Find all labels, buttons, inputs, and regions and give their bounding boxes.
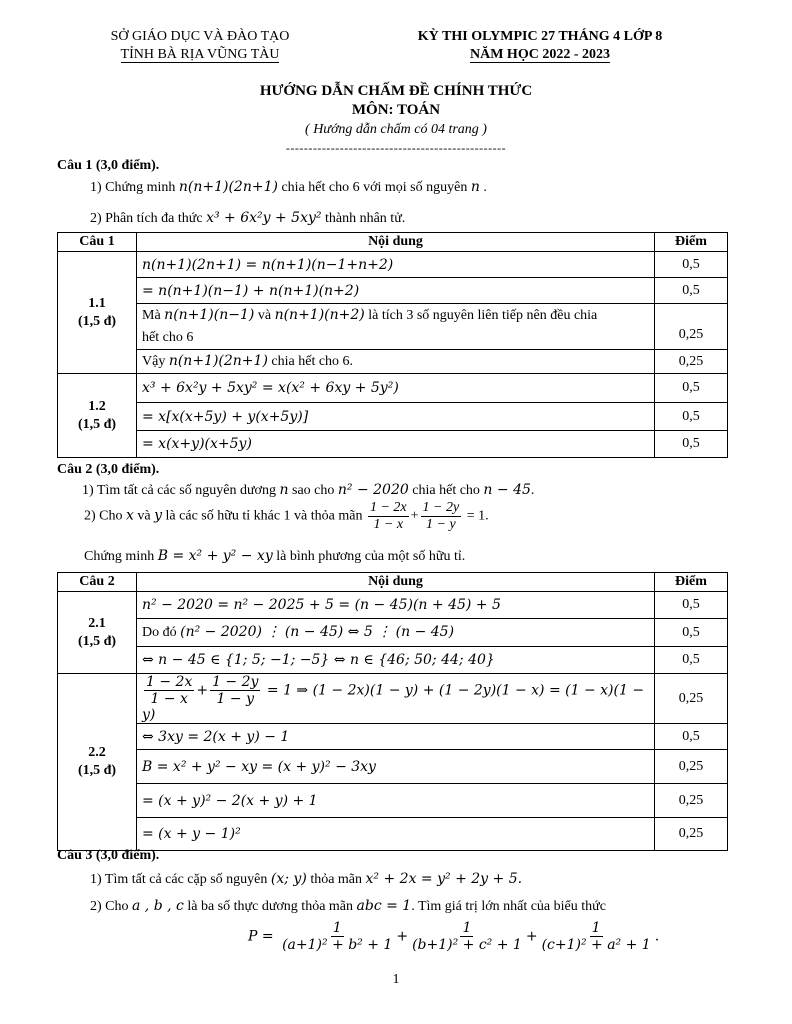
row-score: 0,25 — [655, 818, 728, 851]
table-row — [58, 750, 728, 784]
group-label-number: 1.2 — [88, 398, 106, 414]
row-expr: n(n+1)(2n+1) — [168, 353, 268, 369]
row-score: 0,25 — [655, 750, 728, 784]
frac-num: 1 — [591, 920, 601, 936]
q3-part1-text: 1) Tìm tất cả các cặp số nguyên — [90, 872, 268, 887]
q2-part1-text: 1) Tìm tất cả các số nguyên dương — [82, 483, 276, 498]
frac-den: 1 − y — [426, 517, 456, 532]
group-label-points: (1,5 đ) — [77, 313, 117, 329]
row-score: 0,5 — [655, 592, 728, 619]
row-frac2 — [210, 674, 260, 707]
row-score: 0,5 — [655, 619, 728, 647]
row-content: = (x + y)² − 2(x + y) + 1 — [137, 784, 655, 818]
q2-part3-tail: là bình phương của một số hữu tỉ. — [276, 549, 466, 564]
row-content: = (x + y − 1)² — [137, 818, 655, 851]
q2-part1-end: . — [530, 483, 535, 498]
row-score: 0,25 — [655, 674, 728, 724]
q3-part1-expr1: (x; y) — [270, 871, 307, 887]
q2-part1-mid2: chia hết cho — [412, 483, 480, 498]
row-expr: n(n+1)(n−1) — [164, 307, 255, 323]
row-content: n² − 2020 = n² − 2025 + 5 = (n − 45)(n + 45) + 5 — [137, 592, 655, 619]
frac-den: 1 − y — [216, 691, 254, 707]
frac-num: 1 — [332, 920, 342, 936]
q3-part2-cond: abc = 1 — [356, 898, 412, 914]
table-row — [58, 374, 728, 403]
table-row — [58, 403, 728, 431]
frac-den: 1 − x — [373, 517, 404, 532]
q3-part2-vars: a , b , c — [132, 898, 184, 914]
table-row — [58, 252, 728, 278]
p-plus: + — [525, 928, 538, 945]
q2-part2-text: 2) Cho — [84, 508, 123, 524]
table-row — [58, 278, 728, 304]
frac-num: 1 − 2y — [212, 674, 259, 690]
row-score: 0,5 — [655, 374, 728, 403]
group-label-points: (1,5 đ) — [77, 763, 117, 778]
table-row — [58, 818, 728, 851]
q3-part2-text: 2) Cho — [90, 899, 129, 914]
q3-part1 — [90, 871, 522, 888]
q2-part3-expr: B = x² + y² − xy — [157, 548, 273, 564]
table-row — [58, 619, 728, 647]
row-expr: = 1 ⇒ (1 − 2x)(1 − y) + (1 − 2y)(1 − x) = (1 − x)(1 − y) — [142, 682, 645, 723]
q2-part2-x: x — [126, 507, 134, 524]
header-score: Điểm — [655, 233, 728, 252]
q3-part2-tail: . Tìm giá trị lớn nhất của biểu thức — [411, 899, 606, 914]
p-frac3 — [540, 920, 653, 953]
q1-part2-expr: x³ + 6x²y + 5xy² — [206, 210, 322, 226]
q2-part2-mid: là các số hữu tỉ khác 1 và thỏa mãn — [165, 508, 363, 524]
header-left — [70, 28, 330, 64]
row-content — [137, 674, 655, 724]
q1-part2-text: 2) Phân tích đa thức — [90, 211, 203, 226]
row-text: là tích 3 số nguyên liên tiếp nên đều chia — [368, 308, 598, 323]
row-score: 0,5 — [655, 403, 728, 431]
row-score: 0,25 — [655, 350, 728, 374]
q2-part2-frac2 — [421, 500, 462, 533]
group-label-1-1 — [58, 252, 137, 374]
frac-den: (a+1)² + b² + 1 — [282, 937, 393, 953]
row-content: = n(n+1)(n−1) + n(n+1)(n+2) — [137, 278, 655, 304]
q3-part2 — [90, 898, 606, 915]
q2-part2-plus: + — [410, 508, 419, 524]
row-content: ⇔ 3xy = 2(x + y) − 1 — [137, 724, 655, 750]
row-score: 0,5 — [655, 431, 728, 458]
group-label-number: 2.2 — [88, 745, 106, 760]
q2-part2-eq: = 1. — [466, 508, 489, 524]
p-plus: + — [396, 928, 409, 945]
table-row — [58, 592, 728, 619]
frac-den: 1 − x — [150, 691, 188, 707]
page-number: 1 — [392, 972, 400, 987]
frac-num: 1 − 2x — [146, 674, 193, 690]
q2-part1-expr1: n² − 2020 — [337, 482, 409, 498]
row-content: = x[x(x+5y) + y(x+5y)] — [137, 403, 655, 431]
province-name: TỈNH BÀ RỊA VŨNG TÀU — [120, 47, 280, 62]
row-expr: (n² − 2020) ⋮ (n − 45) ⇔ 5 ⋮ (n − 45) — [180, 624, 455, 640]
q1-part2-tail: thành nhân tử. — [324, 211, 406, 226]
q1-part1-expr: n(n+1)(2n+1) — [178, 179, 278, 195]
table-row — [58, 647, 728, 674]
q1-grading-table — [57, 232, 728, 458]
q2-part1-mid: sao cho — [292, 483, 335, 498]
row-text: Mà — [142, 308, 161, 323]
table-row — [58, 350, 728, 374]
row-score: 0,25 — [655, 304, 728, 350]
group-label-number: 1.1 — [88, 295, 106, 311]
header-right — [380, 28, 700, 64]
q2-part2-y: y — [154, 507, 163, 524]
document-title — [0, 82, 792, 158]
department-name: SỞ GIÁO DỤC VÀ ĐÀO TẠO — [110, 29, 290, 44]
p-end: . — [654, 928, 660, 945]
q1-part1-text: 1) Chứng minh — [90, 180, 176, 195]
group-label-2-2 — [58, 674, 137, 851]
q3-part2-mid: là ba số thực dương thỏa mãn — [187, 899, 354, 914]
q2-part2 — [84, 500, 489, 533]
q3-heading: Câu 3 (3,0 điểm). — [57, 848, 160, 863]
title-main: HƯỚNG DẪN CHẤM ĐỀ CHÍNH THỨC — [259, 83, 533, 99]
q1-part2 — [90, 210, 405, 227]
group-label-points: (1,5 đ) — [77, 633, 117, 649]
table-header-row — [58, 233, 728, 252]
row-content: n(n+1)(2n+1) = n(n+1)(n−1+n+2) — [137, 252, 655, 278]
table-row — [58, 674, 728, 724]
row-text: chia hết cho 6. — [271, 354, 354, 369]
q1-part1-var: n — [470, 179, 480, 195]
group-label-2-1 — [58, 592, 137, 674]
p-frac1 — [280, 920, 394, 953]
q2-part3-text: Chứng minh — [84, 549, 155, 564]
q1-part1-tail: chia hết cho 6 với mọi số nguyên — [281, 180, 468, 195]
q2-part1-var: n — [279, 482, 289, 498]
header-score: Điểm — [655, 573, 728, 592]
title-divider: ------------------------------------------------- — [285, 141, 507, 155]
row-score: 0,25 — [655, 784, 728, 818]
row-score: 0,5 — [655, 724, 728, 750]
q3-expression-p — [248, 920, 659, 953]
q2-grading-table — [57, 572, 728, 851]
title-subject: MÔN: TOÁN — [351, 102, 441, 118]
q2-part2-frac1 — [368, 500, 409, 533]
row-content: x³ + 6x²y + 5xy² = x(x² + 6xy + 5y²) — [137, 374, 655, 403]
table-row — [58, 784, 728, 818]
row-score: 0,5 — [655, 278, 728, 304]
table-row — [58, 304, 728, 350]
row-frac1 — [144, 674, 194, 707]
frac-num: 1 − 2x — [369, 500, 407, 515]
title-note: ( Hướng dẫn chấm có 04 trang ) — [305, 122, 487, 137]
q2-part1-expr2: n − 45 — [483, 482, 531, 498]
q1-part1: 1) Chứng minh n(n+1)(2n+1) chia hết cho 6 với mọi số nguyên n . — [90, 179, 487, 195]
table-row — [58, 724, 728, 750]
row-text: Do đó — [142, 625, 177, 640]
group-label-1-2 — [58, 374, 137, 458]
row-score: 0,5 — [655, 252, 728, 278]
q2-part2-and: và — [137, 508, 151, 524]
exam-name: KỲ THI OLYMPIC 27 THÁNG 4 LỚP 8 — [417, 29, 663, 44]
header-question: Câu 1 — [58, 233, 137, 252]
row-expr: n(n+1)(n+2) — [274, 307, 365, 323]
header-content: Nội dung — [137, 573, 655, 592]
header-question: Câu 2 — [58, 573, 137, 592]
row-content: = x(x+y)(x+5y) — [137, 431, 655, 458]
row-content — [137, 619, 655, 647]
p-label: P = — [248, 928, 274, 945]
row-score: 0,5 — [655, 647, 728, 674]
row-content — [137, 350, 655, 374]
frac-den: (b+1)² + c² + 1 — [412, 937, 522, 953]
group-label-points: (1,5 đ) — [77, 416, 117, 432]
row-content — [137, 304, 655, 350]
frac-num: 1 — [462, 920, 472, 936]
row-content: ⇔ n − 45 ∈ {1; 5; −1; −5} ⇔ n ∈ {46; 50; 44; 40} — [137, 647, 655, 674]
school-year: NĂM HỌC 2022 - 2023 — [470, 47, 610, 62]
q1-heading: Câu 1 (3,0 điểm). — [57, 158, 160, 173]
q2-part1 — [82, 482, 534, 499]
table-row — [58, 431, 728, 458]
q3-part1-mid: thỏa mãn — [310, 872, 363, 887]
header-content: Nội dung — [137, 233, 655, 252]
frac-num: 1 − 2y — [422, 500, 460, 515]
q2-heading: Câu 2 (3,0 điểm). — [57, 462, 160, 477]
row-plus: + — [196, 682, 209, 699]
table-header-row — [58, 573, 728, 592]
frac-den: (c+1)² + a² + 1 — [541, 937, 651, 953]
q3-part1-expr2: x² + 2x = y² + 2y + 5. — [365, 871, 523, 887]
row-text: và — [257, 308, 272, 323]
row-text: Vậy — [142, 354, 166, 369]
q2-part3 — [84, 548, 465, 565]
row-content: B = x² + y² − xy = (x + y)² − 3xy — [137, 750, 655, 784]
group-label-number: 2.1 — [88, 615, 106, 631]
p-frac2 — [410, 920, 524, 953]
row-text: hết cho 6 — [142, 330, 194, 345]
